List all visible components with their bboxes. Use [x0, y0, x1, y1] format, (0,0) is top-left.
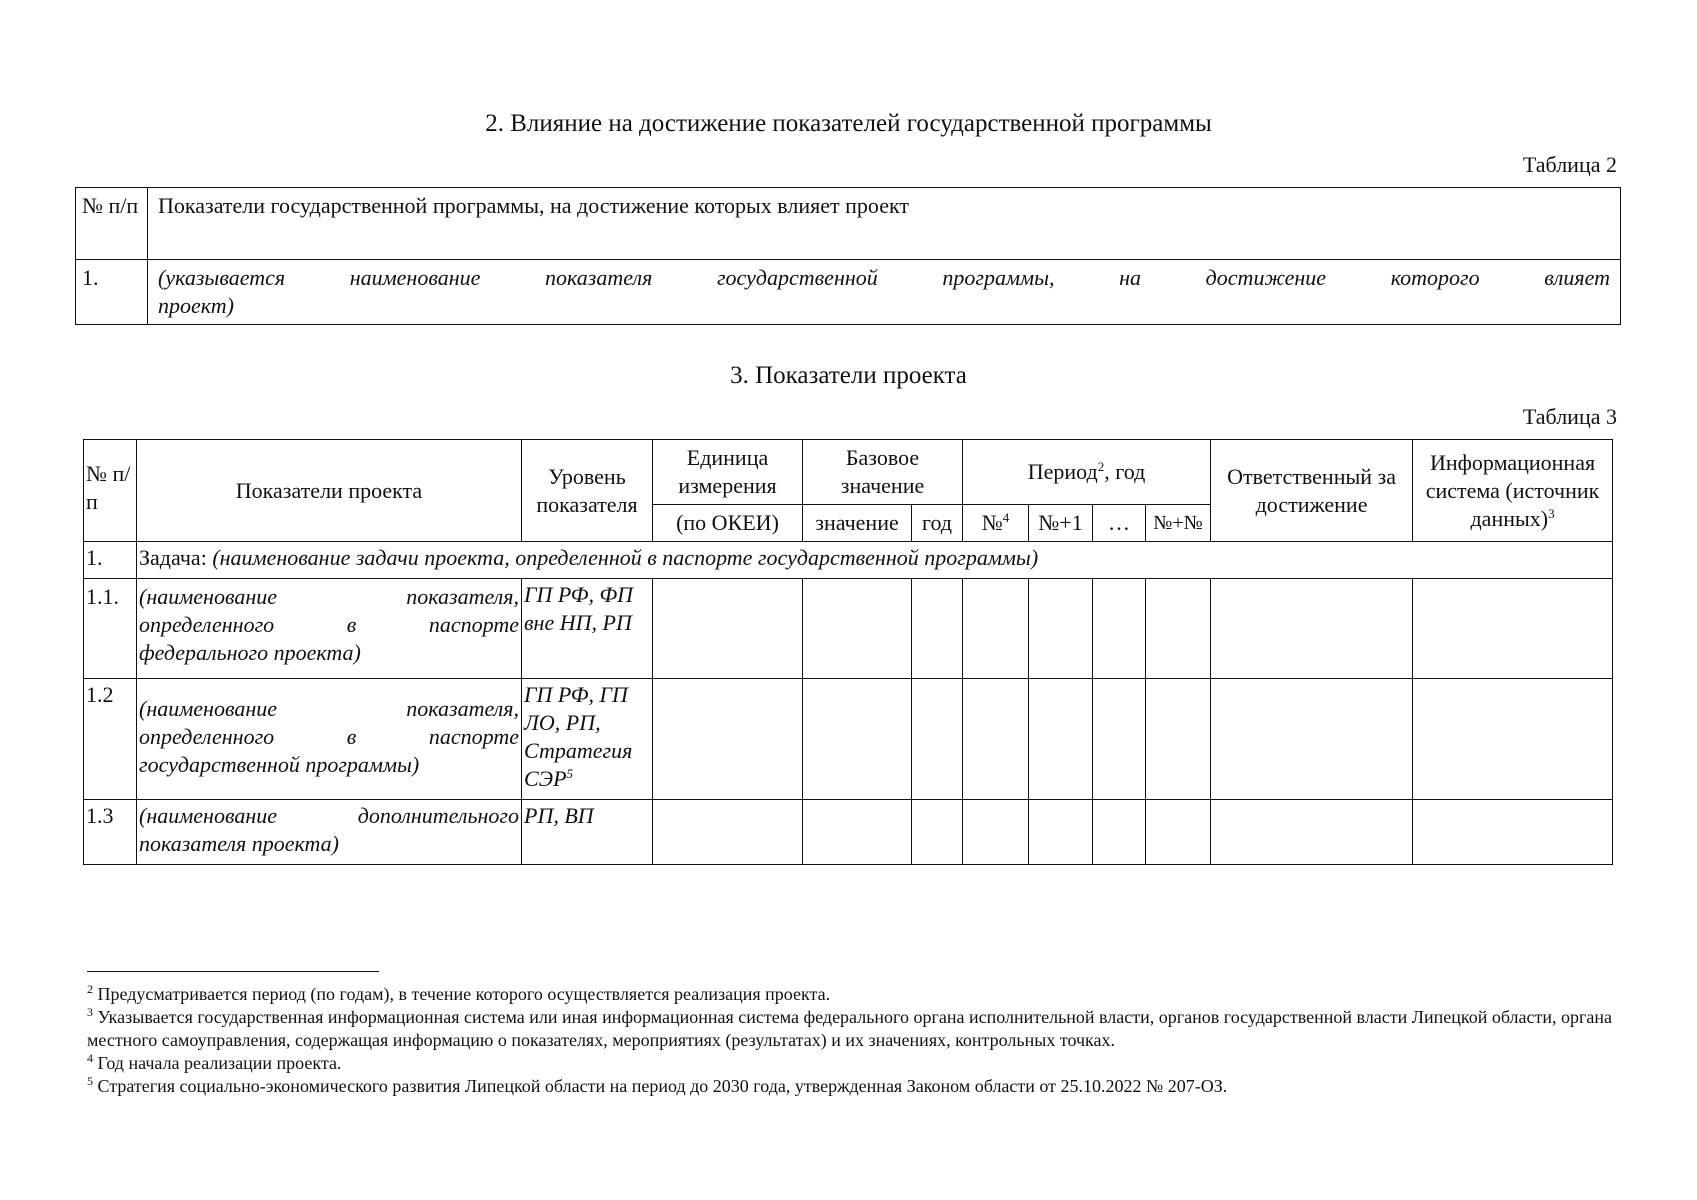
row-period-n: [963, 800, 1029, 865]
row-num: 1.2: [84, 679, 137, 800]
table3-label: Таблица 3: [1522, 404, 1617, 429]
row-period-n: [963, 679, 1029, 800]
table3-header-period-n: [963, 505, 1029, 542]
infosys-label: Информационная система (источник данных): [1425, 449, 1600, 531]
footnote-2: [87, 983, 1612, 1006]
footnote-2-text: Предусматривается период (по годам), в течение которого осуществляется реализация проекта.: [97, 984, 831, 1004]
footnote-3: [87, 1006, 1612, 1052]
period-label: Период: [1027, 459, 1098, 484]
table3-task-row: [84, 542, 1613, 579]
row-period-n: [963, 579, 1029, 679]
row-num: 1.3: [84, 800, 137, 865]
table3-header-base-value: значение: [803, 505, 912, 542]
table2-row: [76, 260, 1621, 325]
section3-title: 3. Показатели проекта: [730, 362, 967, 389]
row-period-dots: [1093, 579, 1146, 679]
footnote-5-text: Стратегия социально-экономического развития Липецкой области на период до 2030 года, утвержденная Законом области от 25.10.2022 № 207-ОЗ.: [97, 1076, 1228, 1096]
row-infosys: [1413, 679, 1613, 800]
table-row: [84, 800, 1613, 865]
table3-header-period: [963, 440, 1211, 505]
table-row: [84, 679, 1613, 800]
table3-header-num: № п/п: [84, 440, 137, 542]
table2-label: Таблица 2: [1522, 152, 1617, 177]
footnote-5-num: 5: [87, 1074, 93, 1088]
footnote-2-num: 2: [87, 982, 93, 996]
table-row: [84, 579, 1613, 679]
row-responsible: [1211, 800, 1413, 865]
period-n-footnote-ref: 4: [1002, 510, 1010, 525]
row-infosys: [1413, 800, 1613, 865]
table3-header-base-year: год: [912, 505, 963, 542]
row-period-n1: [1029, 800, 1093, 865]
row-level-text: ГП РФ, ГП ЛО, РП, Стратегия СЭР: [524, 682, 633, 791]
row-level: [522, 679, 653, 800]
row-indicator-name: [137, 679, 522, 800]
table3-header-responsible: Ответственный за достижение: [1211, 440, 1413, 542]
table3-header-level: Уровень показателя: [522, 440, 653, 542]
task-num: 1.: [84, 542, 137, 579]
period-n-label: №: [981, 510, 1003, 535]
table3-header-unit-okei: (по ОКЕИ): [653, 505, 803, 542]
row-indicator-name-main: (наименование показателя, определенного в паспорте: [139, 696, 519, 749]
footnote-3-num: 3: [87, 1005, 93, 1019]
row-base-value: [803, 679, 912, 800]
table3-header-period-dots: …: [1093, 505, 1146, 542]
row-indicator-name-main: (наименование показателя, определенного в паспорте: [139, 584, 519, 637]
task-label: Задача:: [139, 545, 207, 570]
row-period-nn: [1146, 679, 1211, 800]
row-indicator-name: [137, 800, 522, 865]
row-period-dots: [1093, 800, 1146, 865]
table3-header-indicators: Показатели проекта: [137, 440, 522, 542]
row-period-n1: [1029, 579, 1093, 679]
table2-header-indicators: Показатели государственной программы, на достижение которых влияет проект: [148, 188, 1621, 260]
footnote-separator: [87, 971, 379, 972]
row-base-year: [912, 800, 963, 865]
row-base-year: [912, 679, 963, 800]
table-2: [75, 187, 1621, 325]
row-indicator-name-last: показателя проекта): [139, 831, 339, 856]
table3-header-infosys: [1413, 440, 1613, 542]
footnote-5: [87, 1075, 1612, 1098]
table3-header-period-n1: №+1: [1029, 505, 1093, 542]
table-3: [83, 439, 1613, 865]
period-footnote-ref: 2: [1097, 459, 1105, 474]
row-base-year: [912, 579, 963, 679]
footnote-3-text: Указывается государственная информационная система или иная информационная система федерального органа исполнительной власти, органов государственной власти Липецкой области, органа местного самоуправления, содержащая информацию о показателях, мероприятиях (результатах) и их значениях, контрольных точках.: [87, 1007, 1612, 1050]
footnote-4: [87, 1052, 1612, 1075]
row-base-value: [803, 579, 912, 679]
section2-title: 2. Влияние на достижение показателей государственной программы: [485, 110, 1212, 137]
period-suffix: , год: [1104, 459, 1146, 484]
row-unit: [653, 679, 803, 800]
row-period-n1: [1029, 679, 1093, 800]
row-responsible: [1211, 679, 1413, 800]
row-period-dots: [1093, 679, 1146, 800]
row-num: 1.1.: [84, 579, 137, 679]
row-unit: [653, 800, 803, 865]
footnote-4-num: 4: [87, 1051, 93, 1065]
row-responsible: [1211, 579, 1413, 679]
table3-header-period-nn: №+№: [1146, 505, 1211, 542]
task-text: [137, 542, 1613, 579]
table3-header-base: Базовое значение: [803, 440, 963, 505]
row-infosys: [1413, 579, 1613, 679]
table2-row-text-line2: проект): [158, 293, 234, 318]
row-period-nn: [1146, 800, 1211, 865]
row-level: ГП РФ, ФП вне НП, РП: [522, 579, 653, 679]
row-period-nn: [1146, 579, 1211, 679]
table2-row-num: 1.: [76, 260, 148, 325]
table3-header-row-1: [84, 440, 1613, 505]
row-indicator-name-last: федерального проекта): [139, 640, 361, 665]
table2-row-text: [148, 260, 1621, 325]
task-description: (наименование задачи проекта, определенной в паспорте государственной программы): [212, 545, 1039, 570]
table3-header-unit: Единица измерения: [653, 440, 803, 505]
row-level-footnote-ref: 5: [566, 766, 574, 781]
infosys-footnote-ref: 3: [1548, 505, 1555, 521]
row-indicator-name-main: (наименование дополнительного: [139, 803, 519, 828]
row-indicator-name-last: государственной программы): [139, 752, 420, 777]
row-unit: [653, 579, 803, 679]
table2-header-num: № п/п: [76, 188, 148, 260]
table2-row-text-line1: (указывается наименование показателя государственной программы, на достижение которого влияет: [158, 265, 1610, 290]
row-level: РП, ВП: [522, 800, 653, 865]
row-indicator-name: [137, 579, 522, 679]
footnote-4-text: Год начала реализации проекта.: [97, 1053, 342, 1073]
table2-header-row: [76, 188, 1621, 260]
row-base-value: [803, 800, 912, 865]
